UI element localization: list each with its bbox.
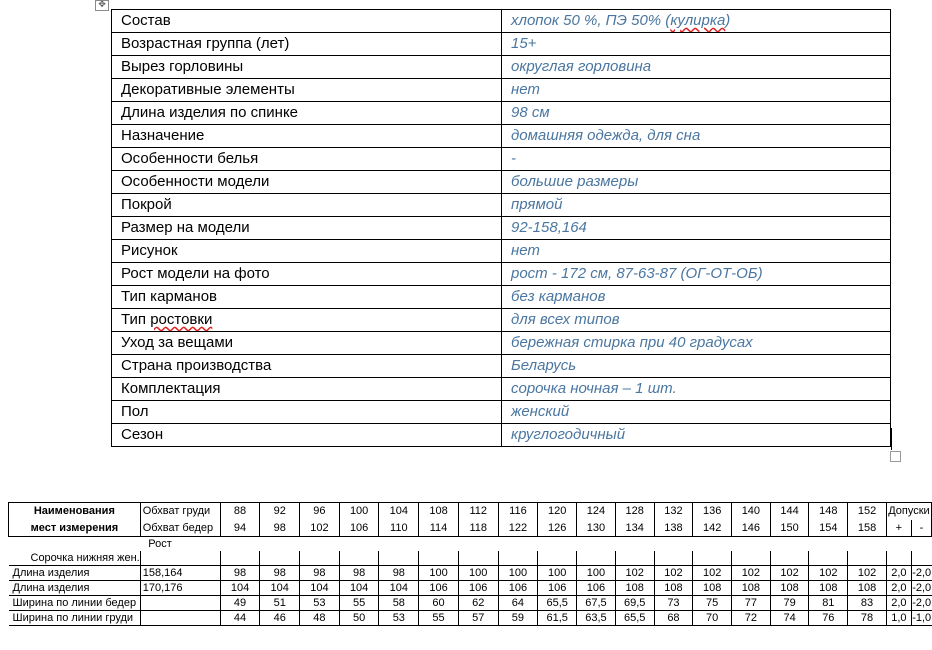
measurement-value: 65,5 <box>615 611 654 626</box>
measurement-name-header: мест измерения <box>9 520 141 537</box>
spec-row <box>112 355 891 378</box>
empty-cell <box>538 537 577 552</box>
empty-cell <box>577 551 616 566</box>
chest-size-cell: 96 <box>300 503 340 521</box>
hip-size-cell: 126 <box>538 520 577 537</box>
text-cursor <box>891 428 892 450</box>
spec-value[interactable]: сорочка ночная – 1 шт. <box>502 378 891 401</box>
garment-row <box>9 551 932 566</box>
measurement-value: 74 <box>770 611 809 626</box>
garment-name: Сорочка нижняя жен. <box>9 551 141 566</box>
measurement-value: 100 <box>458 566 498 581</box>
spec-row <box>112 102 891 125</box>
empty-cell <box>498 537 538 552</box>
tolerance-minus: -2,0 <box>912 567 932 579</box>
measurement-value: 108 <box>770 581 809 596</box>
table-move-handle-icon[interactable]: ✥ <box>95 0 109 11</box>
measurement-value: 55 <box>419 611 459 626</box>
empty-cell <box>339 537 379 552</box>
measurement-row <box>9 581 932 596</box>
hip-size-cell: 158 <box>848 520 887 537</box>
chest-size-cell: 148 <box>809 503 848 521</box>
measurement-value: 104 <box>260 581 300 596</box>
empty-cell <box>577 537 616 552</box>
height-value: 158,164 <box>140 566 220 581</box>
measurement-value: 53 <box>300 596 340 611</box>
measurement-value: 73 <box>654 596 693 611</box>
spec-row <box>112 240 891 263</box>
spec-label[interactable]: Комплектация <box>112 378 502 401</box>
measurement-name: Ширина по линии бедер <box>9 596 141 611</box>
measurement-value: 106 <box>577 581 616 596</box>
measurement-value: 98 <box>339 566 379 581</box>
spec-label[interactable]: Назначение <box>112 125 502 148</box>
spec-label[interactable]: Рисунок <box>112 240 502 263</box>
height-value <box>140 611 220 626</box>
spec-value[interactable]: домашняя одежда, для сна <box>502 125 891 148</box>
measurement-name-header: Наименования <box>9 503 141 521</box>
chest-size-cell: 136 <box>693 503 732 521</box>
height-label-row <box>9 537 932 552</box>
spec-value[interactable]: 92-158,164 <box>502 217 891 240</box>
hip-size-cell: 138 <box>654 520 693 537</box>
spec-value[interactable]: округлая горловина <box>502 56 891 79</box>
chest-size-cell: 144 <box>770 503 809 521</box>
measurement-name: Ширина по линии груди <box>9 611 141 626</box>
spec-value[interactable]: для всех типов <box>502 309 891 332</box>
empty-cell <box>615 551 654 566</box>
measurement-value: 55 <box>339 596 379 611</box>
measurement-value: 102 <box>615 566 654 581</box>
measurement-value: 102 <box>654 566 693 581</box>
empty-cell <box>140 551 220 566</box>
empty-cell <box>260 551 300 566</box>
hip-size-cell: 150 <box>770 520 809 537</box>
chest-size-cell: 128 <box>615 503 654 521</box>
spec-value[interactable]: нет <box>502 240 891 263</box>
hip-size-cell: 118 <box>458 520 498 537</box>
hip-size-cell: 94 <box>220 520 260 537</box>
measurement-value: 104 <box>300 581 340 596</box>
measurement-value: 53 <box>379 611 419 626</box>
measurement-value: 108 <box>732 581 771 596</box>
measurement-value: 58 <box>379 596 419 611</box>
spec-value[interactable]: Беларусь <box>502 355 891 378</box>
table-resize-handle-icon[interactable] <box>890 451 901 462</box>
empty-cell <box>458 537 498 552</box>
measurement-value: 72 <box>732 611 771 626</box>
empty-cell <box>419 551 459 566</box>
measurement-value: 106 <box>419 581 459 596</box>
measurement-value: 102 <box>693 566 732 581</box>
spec-row <box>112 286 891 309</box>
measurement-value: 51 <box>260 596 300 611</box>
spec-label[interactable]: Размер на модели <box>112 217 502 240</box>
empty-cell <box>419 537 459 552</box>
empty-cell <box>379 551 419 566</box>
measurement-row <box>9 611 932 626</box>
measurement-value: 100 <box>538 566 577 581</box>
empty-cell <box>848 537 887 552</box>
chest-size-cell: 140 <box>732 503 771 521</box>
measurement-value: 100 <box>577 566 616 581</box>
measurement-value: 48 <box>300 611 340 626</box>
measurement-value: 70 <box>693 611 732 626</box>
measurement-value: 77 <box>732 596 771 611</box>
empty-cell <box>770 537 809 552</box>
measurement-value: 104 <box>339 581 379 596</box>
measurement-value: 69,5 <box>615 596 654 611</box>
measurement-value: 102 <box>809 566 848 581</box>
tolerance-minus-header: - <box>911 520 931 537</box>
measurement-value: 63,5 <box>577 611 616 626</box>
spec-label[interactable]: Страна производства <box>112 355 502 378</box>
spec-label[interactable]: Состав <box>112 10 502 33</box>
chest-size-cell: 116 <box>498 503 538 521</box>
spec-value[interactable]: рост - 172 см, 87-63-87 (ОГ-ОТ-ОБ) <box>502 263 891 286</box>
spec-value[interactable]: круглогодичный <box>502 424 891 447</box>
tolerance-plus: 2,0 <box>886 581 911 596</box>
spec-row <box>112 309 891 332</box>
empty-cell <box>260 537 300 552</box>
hip-size-cell: 98 <box>260 520 300 537</box>
hip-size-cell: 114 <box>419 520 459 537</box>
empty-cell <box>300 551 340 566</box>
empty-cell <box>654 551 693 566</box>
tolerance-plus: 2,0 <box>886 596 911 611</box>
chest-size-cell: 92 <box>260 503 300 521</box>
hip-size-cell: 110 <box>379 520 419 537</box>
spec-row <box>112 424 891 447</box>
spec-label[interactable]: Вырез горловины <box>112 56 502 79</box>
measurement-value: 98 <box>220 566 260 581</box>
tolerance-minus: -1,0 <box>912 612 932 624</box>
empty-cell <box>9 537 141 552</box>
spec-value[interactable]: большие размеры <box>502 171 891 194</box>
measurement-value: 76 <box>809 611 848 626</box>
spec-label[interactable]: Возрастная группа (лет) <box>112 33 502 56</box>
measurement-value: 81 <box>809 596 848 611</box>
spec-row <box>112 332 891 355</box>
spec-value[interactable]: - <box>502 148 891 171</box>
empty-cell <box>498 551 538 566</box>
empty-cell <box>732 537 771 552</box>
hip-size-cell: 142 <box>693 520 732 537</box>
spec-row <box>112 378 891 401</box>
measurement-value: 106 <box>458 581 498 596</box>
hip-size-cell: 122 <box>498 520 538 537</box>
size-chart-table <box>8 502 932 626</box>
measurement-value: 68 <box>654 611 693 626</box>
spec-value[interactable]: прямой <box>502 194 891 217</box>
spec-row <box>112 263 891 286</box>
spec-row <box>112 194 891 217</box>
measurement-value: 108 <box>693 581 732 596</box>
measurement-value: 106 <box>538 581 577 596</box>
spec-label[interactable]: Рост модели на фото <box>112 263 502 286</box>
measurement-value: 98 <box>379 566 419 581</box>
empty-cell <box>732 551 771 566</box>
height-value <box>140 596 220 611</box>
hip-size-cell: 130 <box>577 520 616 537</box>
tolerance-plus: 2,0 <box>886 566 911 581</box>
empty-cell <box>693 551 732 566</box>
empty-cell <box>848 551 887 566</box>
measurement-value: 102 <box>848 566 887 581</box>
spec-row <box>112 148 891 171</box>
measurement-value: 108 <box>848 581 887 596</box>
spec-value[interactable]: 98 см <box>502 102 891 125</box>
height-label: Рост <box>148 538 172 550</box>
measurement-name: Длина изделия <box>9 581 141 596</box>
spellcheck-underline: кулирка <box>670 12 726 29</box>
spec-row <box>112 171 891 194</box>
spec-label[interactable]: Покрой <box>112 194 502 217</box>
measurement-value: 102 <box>732 566 771 581</box>
hip-size-cell: 154 <box>809 520 848 537</box>
spec-value[interactable]: женский <box>502 401 891 424</box>
chest-size-cell: 104 <box>379 503 419 521</box>
spec-row <box>112 33 891 56</box>
measurement-value: 57 <box>458 611 498 626</box>
spec-label[interactable]: Тип карманов <box>112 286 502 309</box>
empty-cell <box>458 551 498 566</box>
empty-cell <box>379 537 419 552</box>
tolerance-plus-header: + <box>886 520 911 537</box>
measurement-value: 108 <box>615 581 654 596</box>
tolerance-minus: -2,0 <box>912 582 932 594</box>
measurement-value: 83 <box>848 596 887 611</box>
chest-size-cell: 112 <box>458 503 498 521</box>
chest-size-cell: 88 <box>220 503 260 521</box>
spec-label[interactable]: Декоративные элементы <box>112 79 502 102</box>
measurement-value: 108 <box>654 581 693 596</box>
empty-cell <box>300 537 340 552</box>
measurement-value: 98 <box>300 566 340 581</box>
spec-label[interactable]: Особенности модели <box>112 171 502 194</box>
empty-cell <box>886 551 911 566</box>
measurement-value: 61,5 <box>538 611 577 626</box>
hip-size-cell: 146 <box>732 520 771 537</box>
spellcheck-underline: ростовки <box>150 311 213 328</box>
chest-size-cell: 132 <box>654 503 693 521</box>
empty-cell <box>538 551 577 566</box>
chest-size-cell: 120 <box>538 503 577 521</box>
empty-cell <box>809 551 848 566</box>
measurement-row <box>9 596 932 611</box>
measurement-value: 104 <box>220 581 260 596</box>
measurement-value: 44 <box>220 611 260 626</box>
empty-cell <box>693 537 732 552</box>
measurement-value: 78 <box>848 611 887 626</box>
measurement-value: 59 <box>498 611 538 626</box>
tolerance-header: Допуски <box>886 503 931 521</box>
empty-cell <box>770 551 809 566</box>
spec-value[interactable]: 15+ <box>502 33 891 56</box>
chest-size-cell: 152 <box>848 503 887 521</box>
measurement-value: 102 <box>770 566 809 581</box>
spec-label[interactable]: Длина изделия по спинке <box>112 102 502 125</box>
empty-cell <box>886 537 911 552</box>
spec-row <box>112 10 891 33</box>
empty-cell <box>911 537 931 552</box>
spec-row <box>112 401 891 424</box>
chest-size-cell: 124 <box>577 503 616 521</box>
spec-row <box>112 217 891 240</box>
empty-cell <box>911 551 931 566</box>
empty-cell <box>654 537 693 552</box>
chest-girth-label: Обхват груди <box>140 503 220 521</box>
measurement-value: 98 <box>260 566 300 581</box>
empty-cell <box>809 537 848 552</box>
size-header-row <box>9 503 932 521</box>
measurement-value: 50 <box>339 611 379 626</box>
measurement-value: 62 <box>458 596 498 611</box>
measurement-value: 75 <box>693 596 732 611</box>
hip-size-cell: 134 <box>615 520 654 537</box>
size-header-row <box>9 520 932 537</box>
spec-value[interactable]: бережная стирка при 40 градусах <box>502 332 891 355</box>
measurement-row <box>9 566 932 581</box>
empty-cell <box>220 551 260 566</box>
tolerance-minus: -2,0 <box>912 597 932 609</box>
product-spec-table <box>111 9 891 447</box>
spec-value[interactable]: нет <box>502 79 891 102</box>
spec-value[interactable]: хлопок 50 %, ПЭ 50% (кулирка) <box>502 10 891 33</box>
measurement-value: 106 <box>498 581 538 596</box>
spec-label[interactable]: Сезон <box>112 424 502 447</box>
empty-cell <box>339 551 379 566</box>
measurement-value: 79 <box>770 596 809 611</box>
measurement-value: 104 <box>379 581 419 596</box>
measurement-value: 64 <box>498 596 538 611</box>
height-value: 170,176 <box>140 581 220 596</box>
spec-label[interactable]: Тип ростовки <box>112 309 502 332</box>
measurement-value: 100 <box>498 566 538 581</box>
spec-value[interactable]: без карманов <box>502 286 891 309</box>
spec-label[interactable]: Уход за вещами <box>112 332 502 355</box>
measurement-value: 65,5 <box>538 596 577 611</box>
spec-row <box>112 125 891 148</box>
tolerance-plus: 1,0 <box>886 611 911 626</box>
measurement-value: 60 <box>419 596 459 611</box>
hip-size-cell: 106 <box>339 520 379 537</box>
empty-cell <box>220 537 260 552</box>
hip-size-cell: 102 <box>300 520 340 537</box>
spec-label[interactable]: Пол <box>112 401 502 424</box>
spec-row <box>112 56 891 79</box>
measurement-value: 100 <box>419 566 459 581</box>
chest-size-cell: 100 <box>339 503 379 521</box>
spec-row <box>112 79 891 102</box>
measurement-value: 108 <box>809 581 848 596</box>
measurement-value: 46 <box>260 611 300 626</box>
hip-girth-label: Обхват бедер <box>140 520 220 537</box>
chest-size-cell: 108 <box>419 503 459 521</box>
spec-label[interactable]: Особенности белья <box>112 148 502 171</box>
measurement-value: 49 <box>220 596 260 611</box>
measurement-name: Длина изделия <box>9 566 141 581</box>
measurement-value: 67,5 <box>577 596 616 611</box>
empty-cell <box>615 537 654 552</box>
